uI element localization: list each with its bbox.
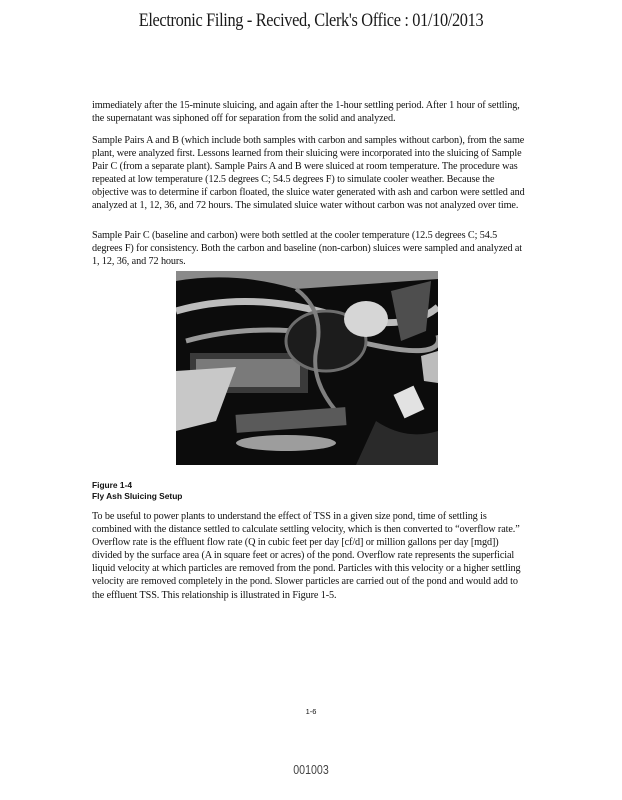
paragraph-settling: immediately after the 15-minute sluicing, and again after the 1-hour settling period. After 1 hour of settling, the supernatant was siphoned off for separation from the solid and analyzed. bbox=[92, 100, 520, 125]
paragraph-sample-pairs-ab: Sample Pairs A and B (which include both samples with carbon and samples without carbon), from the same plant, were analyzed first. Lessons learned from their sluicing were incorporated into the sluicing of Sample Pair C (from a separate plant). Sample Pairs A and B were sluiced at room temperature. The procedure was repeated at low temperature (12.5 degrees C; 54.5 degrees F) to simulate cooler weather. Because the objective was to determine if carbon floated, the sluice water generated with ash and carbon were settled and analyzed at 1, 12, 36, and 72 hours. The simulated sluice water without carbon was not analyzed over time. bbox=[92, 135, 525, 212]
paragraph-sample-pair-c: Sample Pair C (baseline and carbon) were both settled at the cooler temperature (12.5 degrees C; 54.5 degrees F) for consistency. Both the carbon and baseline (non-carbon) sluices were sampled and analyzed at 1, 12, 36, and 72 hours. bbox=[92, 230, 523, 268]
filing-stamp: Electronic Filing - Recived, Clerk's Office : 01/10/2013 bbox=[138, 10, 484, 31]
photo-illustration bbox=[176, 271, 438, 465]
figure-title: Fly Ash Sluicing Setup bbox=[92, 491, 183, 501]
page-number: 1-6 bbox=[305, 707, 317, 716]
fly-ash-sluicing-photo bbox=[176, 271, 438, 465]
figure-number: Figure 1-4 bbox=[92, 480, 133, 490]
bates-number: 001003 bbox=[293, 763, 329, 777]
paragraph-overflow-rate: To be useful to power plants to understand the effect of TSS in a given size pond, time of settling is combined with the distance settled to calculate settling velocity, which is then converted to “overflow rate.” Overflow rate is the effluent flow rate (Q in cubic feet per day [cf/d] or million gallons per day [mgd]) divided by the surface area (A in square feet or acres) of the pond. Overflow rate represents the superficial liquid velocity at which particles are removed from the pond. Particles with this velocity or a higher settling velocity are removed completely in the pond. Slower particles are carried out of the pond and would add to the effluent TSS. This relationship is illustrated in Figure 1-5. bbox=[92, 511, 521, 601]
